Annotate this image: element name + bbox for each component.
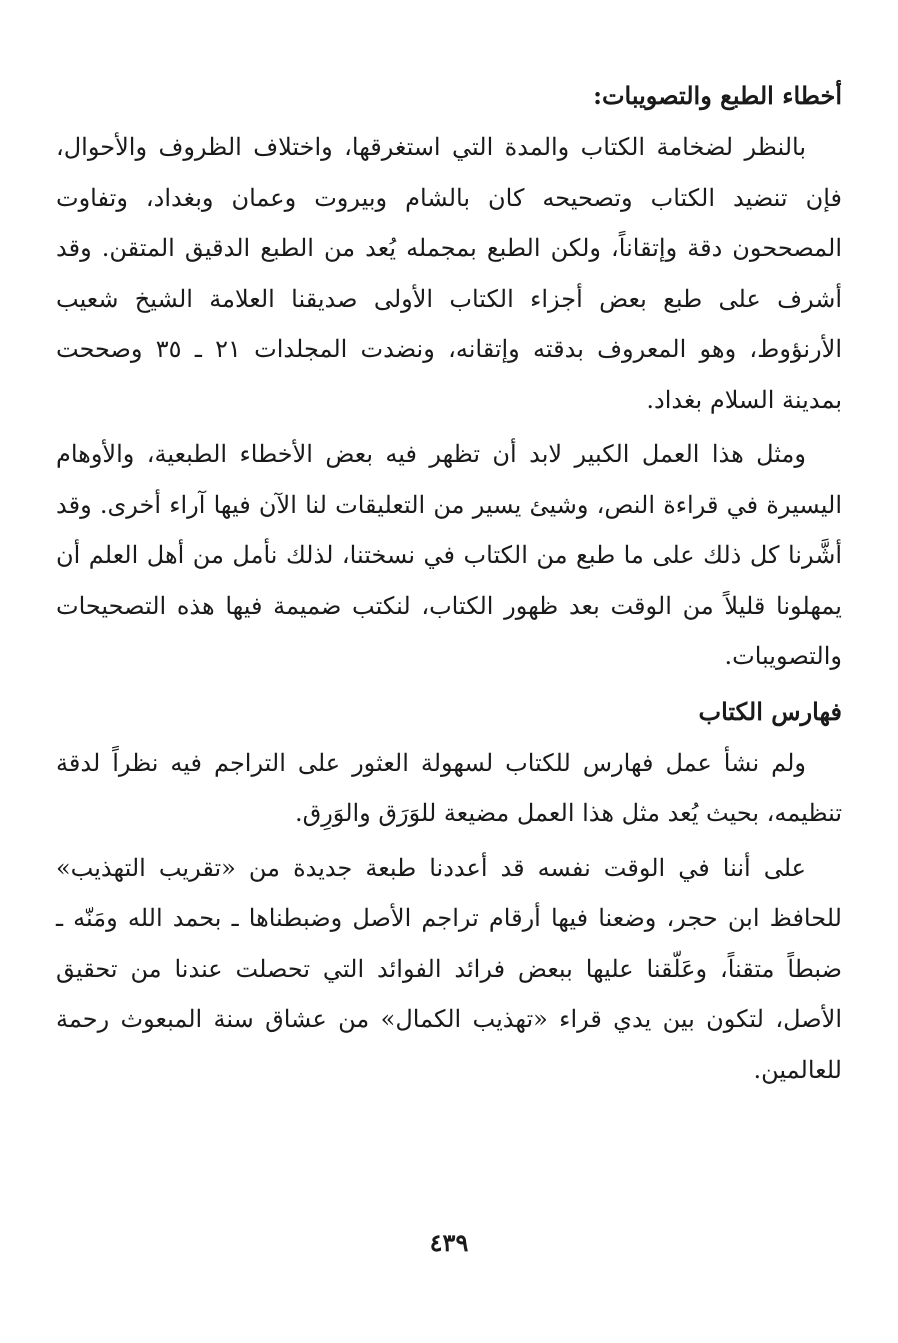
section-heading-errata: أخطاء الطبع والتصويبات: [593,81,842,110]
paragraph-indexes-1: ولم نشأ عمل فهارس للكتاب لسهولة العثور على التراجم فيه نظراً لدقة تنظيمه، بحيث يُعد مثل هذا العمل مضيعة للوَرَق والوَرِق. [56,748,842,827]
paragraph-errata-2: ومثل هذا العمل الكبير لابد أن تظهر فيه بعض الأخطاء الطبعية، والأوهام اليسيرة في قراءة النص، وشيئ يسير من التعليقات لنا الآن فيها آراء أخرى. وقد أشَّرنا كل ذلك على ما طبع من الكتاب في نسختنا، لذلك نأمل من أهل العلم أن يمهلونا قليلاً من الوقت بعد ظهور الكتاب، لنكتب ضميمة فيها هذه التصحيحات والتصويبات. [56,440,842,670]
page-body [56,70,842,1099]
paragraph-indexes-2: على أننا في الوقت نفسه قد أعددنا طبعة جديدة من «تقريب التهذيب» للحافظ ابن حجر، وضعنا فيها أرقام تراجم الأصل وضبطناها ـ بحمد الله ومَنّه ـ ضبطاً متقناً، وعَلّقنا عليها ببعض فرائد الفوائد التي تحصلت عندنا من تحقيق الأصل، لتكون بين يدي قراء «تهذيب الكمال» من عشاق سنة المبعوث رحمة للعالمين. [56,853,843,1084]
page-number: ٤٣٩ [429,1228,469,1257]
section-heading-indexes: فهارس الكتاب [698,696,842,726]
paragraph-errata-1: بالنظر لضخامة الكتاب والمدة التي استغرقها، واختلاف الظروف والأحوال، فإن تنضيد الكتاب وتصحيحه كان بالشام وبيروت وعمان وبغداد، وتفاوت المصححون دقة وإتقاناً، ولكن الطبع بمجمله يُعد من الطبع الدقيق المتقن. وقد أشرف على طبع بعض أجزاء الكتاب الأولى صديقنا العلامة الشيخ شعيب الأرنؤوط، وهو المعروف بدقته وإتقانه، ونضدت المجلدات ٢١ ـ ٣٥ وصححت بمدينة السلام بغداد. [56,133,842,414]
